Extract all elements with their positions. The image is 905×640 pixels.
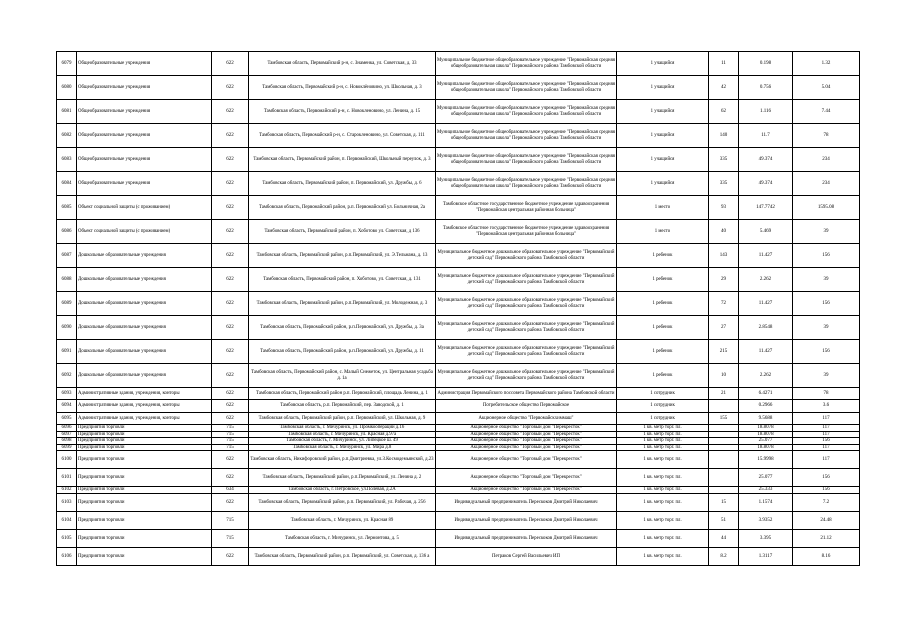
cell-id: 6097 [57, 431, 77, 438]
cell-address: Тамбовская область, г. Мичуринск, ул. Промкооперации д.16 [249, 425, 436, 432]
cell-id: 6099 [57, 444, 77, 451]
cell-unit: 1 кв. метр торг. пл. [617, 529, 709, 547]
cell-object-type: Предприятия торговли [77, 451, 212, 469]
cell-id: 6090 [57, 316, 77, 340]
table-row [57, 425, 860, 432]
cell-id: 6079 [57, 52, 77, 76]
cell-unit: 1 учащийся [617, 52, 709, 76]
cell-count: 155 [709, 413, 739, 425]
cell-code: 715 [212, 529, 249, 547]
cell-code: 715 [212, 425, 249, 432]
cell-organization: Муниципальное бюджетное дошкольное образовательное учреждение "Первомайский детский сад" Первомайского района Тамбовской области [436, 244, 617, 268]
cell-volume-year: 15.9998 [739, 451, 793, 469]
cell-address: Тамбовская область, Первомайский район, р.п.Первомайский, ул. Э.Тельмана, д. 13 [249, 244, 436, 268]
cell-count: 72 [709, 292, 739, 316]
cell-id: 6083 [57, 148, 77, 172]
cell-count: 44 [709, 529, 739, 547]
cell-volume-norm: 5.04 [793, 76, 860, 100]
cell-organization: Муниципальное бюджетное общеобразовательное учреждение "Первомайская средняя общеобразовательная школа" Первомайского района Тамбовской области [436, 148, 617, 172]
cell-count: 10 [709, 364, 739, 388]
table-row [57, 220, 860, 244]
cell-volume-norm: 156 [793, 469, 860, 487]
cell-address: Тамбовская область, Первомайский район, р.п. Первомайский, ул. Рабочая, д. 256 [249, 493, 436, 511]
cell-organization: Акционерное общество "Торговый дом "Перекресток" [436, 425, 617, 432]
cell-volume-year: 3.395 [739, 529, 793, 547]
cell-volume-year: 11.7 [739, 124, 793, 148]
cell-unit: 1 кв. метр торг. пл. [617, 511, 709, 529]
cell-unit: 1 учащийся [617, 76, 709, 100]
cell-count: 21 [709, 388, 739, 400]
cell-object-type: Дошкольные образовательные учреждения [77, 292, 212, 316]
cell-count: 27 [709, 316, 739, 340]
cell-volume-year: 49.374 [739, 172, 793, 196]
cell-unit: 1 ребенок [617, 364, 709, 388]
cell-object-type: Административные здания, учреждения, конторы [77, 413, 212, 425]
cell-count: 8.2 [709, 547, 739, 565]
cell-volume-norm: 1595.08 [793, 196, 860, 220]
table-row [57, 529, 860, 547]
cell-count [709, 469, 739, 487]
table-row [57, 438, 860, 445]
table-row [57, 388, 860, 400]
table-row [57, 493, 860, 511]
cell-object-type: Предприятия торговли [77, 529, 212, 547]
cell-unit: 1 ребенок [617, 244, 709, 268]
cell-count: 15 [709, 493, 739, 511]
cell-count: 93 [709, 196, 739, 220]
cell-code: 634 [212, 487, 249, 494]
cell-unit: 1 ребенок [617, 268, 709, 292]
cell-count: 143 [709, 244, 739, 268]
cell-code: 715 [212, 511, 249, 529]
cell-count [709, 487, 739, 494]
cell-address: Тамбовская область, Первомайский район, р.п. Первомайский, ул. Советская, д. 136 а [249, 547, 436, 565]
cell-address: Тамбовская область, г. Мичуринск, ул. Красная 89 [249, 511, 436, 529]
cell-object-type: Предприятия торговли [77, 431, 212, 438]
cell-address: Тамбовская область, Первомайский район, п. Первомайский, ул. Дружбы, д. 6 [249, 172, 436, 196]
cell-volume-norm: 117 [793, 431, 860, 438]
cell-volume-norm: 78 [793, 388, 860, 400]
cell-id: 6087 [57, 244, 77, 268]
table-row [57, 431, 860, 438]
cell-address: Тамбовская область, Первомайский район, п. Первомайский, Школьный переулок, д. 3 [249, 148, 436, 172]
cell-unit: 1 сотрудник [617, 413, 709, 425]
cell-id: 6080 [57, 76, 77, 100]
cell-volume-norm: 1.32 [793, 52, 860, 76]
registry-table [56, 51, 860, 566]
cell-count: 215 [709, 340, 739, 364]
cell-unit: 1 ребенок [617, 316, 709, 340]
cell-id: 6091 [57, 340, 77, 364]
cell-organization: Муниципальное бюджетное общеобразовательное учреждение "Первомайская средняя общеобразовательная школа" Первомайского района Тамбовской области [436, 124, 617, 148]
cell-organization: Муниципальное бюджетное дошкольное образовательное учреждение "Первомайский детский сад" Первомайского района Тамбовской области [436, 268, 617, 292]
table-row [57, 469, 860, 487]
cell-unit: 1 учащийся [617, 172, 709, 196]
cell-count: 140 [709, 124, 739, 148]
table-row [57, 292, 860, 316]
cell-unit: 1 сотрудник [617, 400, 709, 413]
cell-code: 622 [212, 316, 249, 340]
cell-object-type: Общеобразовательные учреждения [77, 52, 212, 76]
table-row [57, 244, 860, 268]
cell-unit: 1 место [617, 196, 709, 220]
cell-unit: 1 ребенок [617, 292, 709, 316]
cell-id: 6084 [57, 172, 77, 196]
cell-volume-norm: 156 [793, 244, 860, 268]
cell-count: 40 [709, 220, 739, 244]
cell-count: 11 [709, 52, 739, 76]
cell-object-type: Предприятия торговли [77, 425, 212, 432]
cell-object-type: Дошкольные образовательные учреждения [77, 268, 212, 292]
cell-volume-year: 0.2966 [739, 400, 793, 413]
table-row [57, 268, 860, 292]
cell-volume-norm: 24.48 [793, 511, 860, 529]
cell-unit: 1 учащийся [617, 100, 709, 124]
cell-volume-year: 1.3117 [739, 547, 793, 565]
cell-code: 715 [212, 438, 249, 445]
table-row [57, 316, 860, 340]
cell-volume-norm: 156 [793, 487, 860, 494]
cell-address: Тамбовская область, р.п. Первомайский, пер. Заводской, д. 1 [249, 400, 436, 413]
cell-volume-year: 1.1574 [739, 493, 793, 511]
cell-code: 622 [212, 388, 249, 400]
cell-organization: Администрация Первомайского поссовета Первомайского района Тамбовской области [436, 388, 617, 400]
cell-volume-year: 49.374 [739, 148, 793, 172]
cell-object-type: Административные здания, учреждения, конторы [77, 388, 212, 400]
cell-volume-norm: 39 [793, 268, 860, 292]
cell-organization: Индивидуальный предприниматель Перескоков Дмитрий Николаевич [436, 529, 617, 547]
cell-organization: Тамбовское областное государственное бюджетное учреждение здравоохранения "Первомайская центральная районная больница" [436, 220, 617, 244]
cell-address: Тамбовская область, Первомайский р-н, с. Старокленовино, ул. Советская, д. 111 [249, 124, 436, 148]
cell-id: 6089 [57, 292, 77, 316]
cell-organization: Тамбовское областное государственное бюджетное учреждение здравоохранения "Первомайская центральная районная больница" [436, 196, 617, 220]
cell-id: 6098 [57, 438, 77, 445]
cell-code: 622 [212, 364, 249, 388]
cell-volume-year: 0.198 [739, 52, 793, 76]
cell-object-type: Объект социальной защиты (с проживанием) [77, 220, 212, 244]
cell-unit: 1 сотрудник [617, 388, 709, 400]
cell-count: 335 [709, 172, 739, 196]
table-row [57, 76, 860, 100]
cell-count [709, 451, 739, 469]
cell-object-type: Дошкольные образовательные учреждения [77, 364, 212, 388]
cell-unit: 1 место [617, 220, 709, 244]
cell-id: 6096 [57, 425, 77, 432]
cell-organization: Муниципальное бюджетное дошкольное образовательное учреждение "Первомайский детский сад" Первомайского района Тамбовской области [436, 364, 617, 388]
cell-object-type: Общеобразовательные учреждения [77, 76, 212, 100]
cell-address: Тамбовская область, г. Мичуринск, ул. Красная д.97а [249, 431, 436, 438]
cell-volume-norm: 156 [793, 340, 860, 364]
cell-address: Тамбовская область, Первомайский район, р.п.Первомайский, ул. Дружбы, д. 11 [249, 340, 436, 364]
cell-organization: Индивидуальный предприниматель Перескоков Дмитрий Николаевич [436, 511, 617, 529]
cell-code: 715 [212, 431, 249, 438]
cell-volume-year: 11.427 [739, 340, 793, 364]
cell-volume-year: 25.333 [739, 487, 793, 494]
cell-organization: Муниципальное бюджетное дошкольное образовательное учреждение "Первомайский детский сад" Первомайского района Тамбовской области [436, 340, 617, 364]
cell-code: 622 [212, 268, 249, 292]
cell-volume-year: 25.077 [739, 469, 793, 487]
cell-address: Тамбовская область, г. Петровское, ул.Полевая, д.2А [249, 487, 436, 494]
cell-unit: 1 кв. метр торг. пл. [617, 438, 709, 445]
cell-volume-year: 3.9352 [739, 511, 793, 529]
cell-address: Тамбовская область, г. Мичуринск, ул. Липецкое ш. 49 [249, 438, 436, 445]
cell-object-type: Предприятия торговли [77, 438, 212, 445]
cell-object-type: Предприятия торговли [77, 511, 212, 529]
cell-code: 622 [212, 124, 249, 148]
cell-organization: Акционерное общество "Первомайскхиммаш" [436, 413, 617, 425]
cell-volume-norm: 3.6 [793, 400, 860, 413]
cell-code: 622 [212, 493, 249, 511]
cell-volume-norm: 39 [793, 364, 860, 388]
cell-id: 6088 [57, 268, 77, 292]
cell-code: 715 [212, 444, 249, 451]
cell-object-type: Дошкольные образовательные учреждения [77, 244, 212, 268]
cell-id: 6095 [57, 413, 77, 425]
cell-id: 6102 [57, 487, 77, 494]
cell-organization: Акционерное общество "Торговый дом "Перекресток" [436, 469, 617, 487]
cell-address: Тамбовская область, Первомайский район, п. Хоботово ул. Советская, д 136 [249, 220, 436, 244]
cell-address: Тамбовская область, Первомайский район, р.п.Первомайский, ул. Молодежная, д. 3 [249, 292, 436, 316]
cell-address: Тамбовская область, Первомайский район, р.п. Первомайский, ул. Школьная, д. 9 [249, 413, 436, 425]
table-row [57, 364, 860, 388]
cell-volume-year: 11.427 [739, 292, 793, 316]
cell-volume-norm: 78 [793, 124, 860, 148]
cell-code: 622 [212, 413, 249, 425]
cell-object-type: Предприятия торговли [77, 547, 212, 565]
cell-id: 6081 [57, 100, 77, 124]
cell-code: 622 [212, 292, 249, 316]
cell-object-type: Предприятия торговли [77, 487, 212, 494]
cell-object-type: Предприятия торговли [77, 444, 212, 451]
cell-unit: 1 кв. метр торг. пл. [617, 493, 709, 511]
table-row [57, 400, 860, 413]
cell-id: 6100 [57, 451, 77, 469]
cell-address: Тамбовская область, Первомайский район, р.п. Первомайский ул. Больничная, 2а [249, 196, 436, 220]
cell-organization: Муниципальное бюджетное дошкольное образовательное учреждение "Первомайский детский сад" Первомайского района Тамбовской области [436, 292, 617, 316]
cell-address: Тамбовская область, Первомайский р-н, с. Новокленовино, ул. Ленина, д. 15 [249, 100, 436, 124]
cell-object-type: Административные здания, учреждения, конторы [77, 400, 212, 413]
cell-organization: Петраков Сергей Васильевич ИП [436, 547, 617, 565]
cell-code: 622 [212, 400, 249, 413]
cell-id: 6082 [57, 124, 77, 148]
cell-id: 6092 [57, 364, 77, 388]
cell-volume-norm: 21.12 [793, 529, 860, 547]
cell-count: 29 [709, 268, 739, 292]
cell-organization: Акционерное общество "Торговый дом "Перекресток" [436, 451, 617, 469]
cell-volume-norm: 39 [793, 220, 860, 244]
cell-volume-norm: 8.16 [793, 547, 860, 565]
cell-unit: 1 кв. метр торг. пл. [617, 469, 709, 487]
table-row [57, 413, 860, 425]
cell-volume-norm: 117 [793, 413, 860, 425]
cell-unit: 1 кв. метр торг. пл. [617, 444, 709, 451]
cell-count: 335 [709, 148, 739, 172]
cell-code: 622 [212, 451, 249, 469]
cell-unit: 1 учащийся [617, 148, 709, 172]
cell-organization: Акционерное общество "Торговый дом "Перекресток" [436, 487, 617, 494]
cell-id: 6104 [57, 511, 77, 529]
cell-organization: Индивидуальный предприниматель Перескоков Дмитрий Николаевич [436, 493, 617, 511]
cell-code: 622 [212, 547, 249, 565]
cell-organization: Муниципальное бюджетное общеобразовательное учреждение "Первомайская средняя общеобразовательная школа" Первомайского района Тамбовской области [436, 172, 617, 196]
cell-id: 6103 [57, 493, 77, 511]
cell-id: 6093 [57, 388, 77, 400]
cell-volume-year: 2.262 [739, 268, 793, 292]
cell-volume-year: 25.077 [739, 438, 793, 445]
table-row [57, 124, 860, 148]
cell-count [709, 431, 739, 438]
cell-organization: Муниципальное бюджетное общеобразовательное учреждение "Первомайская средняя общеобразовательная школа" Первомайского района Тамбовской области [436, 76, 617, 100]
cell-unit: 1 кв. метр торг. пл. [617, 425, 709, 432]
cell-address: Тамбовская область, Никифоровский район, р.п.Дмитриевка, ул.З.Космодемьянской, д.23 [249, 451, 436, 469]
cell-volume-norm: 156 [793, 438, 860, 445]
cell-address: Тамбовская область, Первомайский район, с. Малый Снежеток, ул. Центральная усадьба д. 1а [249, 364, 436, 388]
cell-id: 6106 [57, 547, 77, 565]
cell-id: 6085 [57, 196, 77, 220]
cell-code: 622 [212, 469, 249, 487]
cell-volume-year: 147.7742 [739, 196, 793, 220]
cell-unit: 1 кв. метр торг. пл. [617, 431, 709, 438]
cell-count: 51 [709, 511, 739, 529]
cell-code: 622 [212, 220, 249, 244]
cell-code: 622 [212, 76, 249, 100]
cell-volume-norm: 156 [793, 292, 860, 316]
table-row [57, 148, 860, 172]
cell-volume-year: 2.262 [739, 364, 793, 388]
cell-organization: Муниципальное бюджетное общеобразовательное учреждение "Первомайская средняя общеобразовательная школа" Первомайского района Тамбовской области [436, 52, 617, 76]
cell-address: Тамбовская область, г. Мичуринск, ул. Лермонтова, д. 5 [249, 529, 436, 547]
cell-unit: 1 ребенок [617, 340, 709, 364]
cell-object-type: Общеобразовательные учреждения [77, 172, 212, 196]
cell-volume-year: 18.8078 [739, 431, 793, 438]
cell-code: 622 [212, 52, 249, 76]
cell-code: 622 [212, 172, 249, 196]
cell-organization: Акционерное общество "Торговый дом "Перекресток" [436, 438, 617, 445]
table-row [57, 547, 860, 565]
cell-organization: Потребительское общество Первомайское [436, 400, 617, 413]
cell-object-type: Общеобразовательные учреждения [77, 100, 212, 124]
cell-object-type: Дошкольные образовательные учреждения [77, 316, 212, 340]
cell-unit: 1 кв. метр торг. пл. [617, 487, 709, 494]
cell-organization: Акционерное общество "Торговый дом "Перекресток" [436, 444, 617, 451]
cell-code: 622 [212, 340, 249, 364]
cell-volume-norm: 7.2 [793, 493, 860, 511]
table-row [57, 451, 860, 469]
cell-volume-year: 9.5688 [739, 413, 793, 425]
cell-id: 6105 [57, 529, 77, 547]
cell-count [709, 425, 739, 432]
cell-volume-year: 18.8078 [739, 444, 793, 451]
cell-count: 62 [709, 100, 739, 124]
cell-address: Тамбовская область, Первомайский р-н, с. Новоклёновино, ул. Школьная, д. 3 [249, 76, 436, 100]
cell-object-type: Общеобразовательные учреждения [77, 148, 212, 172]
cell-volume-norm: 117 [793, 451, 860, 469]
cell-volume-norm: 117 [793, 425, 860, 432]
cell-id: 6086 [57, 220, 77, 244]
table-row [57, 511, 860, 529]
table-row [57, 340, 860, 364]
cell-volume-norm: 117 [793, 444, 860, 451]
cell-unit: 1 учащийся [617, 124, 709, 148]
cell-count [709, 438, 739, 445]
cell-volume-year: 1.116 [739, 100, 793, 124]
cell-count [709, 400, 739, 413]
table-row [57, 444, 860, 451]
table-row [57, 487, 860, 494]
cell-address: Тамбовская область, г. Мичуринск, ул. Мира д.8 [249, 444, 436, 451]
cell-count: 42 [709, 76, 739, 100]
cell-code: 622 [212, 196, 249, 220]
cell-unit: 1 кв. метр торг. пл. [617, 547, 709, 565]
cell-count [709, 444, 739, 451]
cell-volume-norm: 234 [793, 172, 860, 196]
cell-code: 622 [212, 100, 249, 124]
table-row [57, 196, 860, 220]
cell-volume-year: 5.469 [739, 220, 793, 244]
cell-address: Тамбовская область, Первомайский район р.п. Первомайский, площадь Ленина, д. 1 [249, 388, 436, 400]
cell-volume-year: 0.756 [739, 76, 793, 100]
cell-id: 6101 [57, 469, 77, 487]
cell-organization: Акционерное общество "Торговый дом "Перекресток" [436, 431, 617, 438]
cell-address: Тамбовская область, Первомайский район, р.п.Первомайский, ул. Ленина д. 2 [249, 469, 436, 487]
cell-volume-year: 18.8078 [739, 425, 793, 432]
cell-volume-norm: 39 [793, 316, 860, 340]
cell-object-type: Предприятия торговли [77, 469, 212, 487]
cell-code: 622 [212, 244, 249, 268]
cell-volume-norm: 7.44 [793, 100, 860, 124]
cell-volume-year: 2.8548 [739, 316, 793, 340]
cell-object-type: Объект социальной защиты (с проживанием) [77, 196, 212, 220]
cell-address: Тамбовская область, Первомайский район, р.п.Первомайский, ул. Дружбы, д. 3а [249, 316, 436, 340]
cell-address: Тамбовская область, Первомайский район, п. Хоботово, ул. Советская, д. 131 [249, 268, 436, 292]
cell-organization: Муниципальное бюджетное дошкольное образовательное учреждение "Первомайский детский сад" Первомайского района Тамбовской области [436, 316, 617, 340]
table-row [57, 172, 860, 196]
cell-object-type: Дошкольные образовательные учреждения [77, 340, 212, 364]
cell-organization: Муниципальное бюджетное общеобразовательное учреждение "Первомайская средняя общеобразовательная школа" Первомайского района Тамбовской области [436, 100, 617, 124]
cell-object-type: Предприятия торговли [77, 493, 212, 511]
table-row [57, 52, 860, 76]
cell-code: 622 [212, 148, 249, 172]
cell-address: Тамбовская область, Первомайский р-н, с. Знаменка, ул. Советская, д. 33 [249, 52, 436, 76]
table-body [57, 52, 860, 566]
cell-id: 6094 [57, 400, 77, 413]
cell-object-type: Общеобразовательные учреждения [77, 124, 212, 148]
table-row [57, 100, 860, 124]
cell-volume-year: 6.4271 [739, 388, 793, 400]
cell-volume-norm: 234 [793, 148, 860, 172]
cell-volume-year: 11.427 [739, 244, 793, 268]
cell-unit: 1 кв. метр торг. пл. [617, 451, 709, 469]
